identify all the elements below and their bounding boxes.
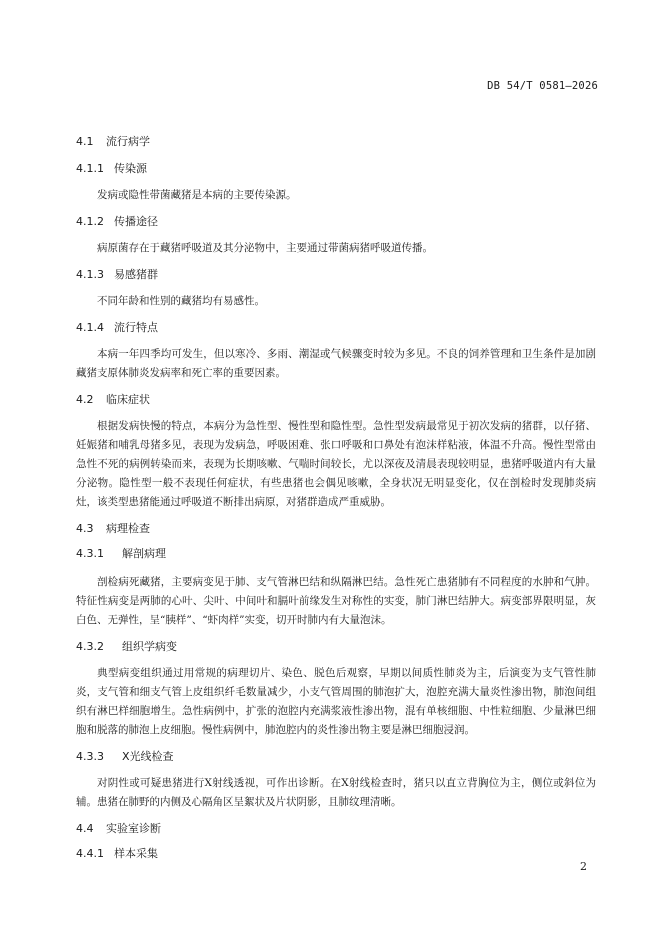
- paragraph-transmission: 病原菌存在于藏猪呼吸道及其分泌物中，主要通过带菌病猪呼吸道传播。: [97, 242, 433, 254]
- section-number: 4.3: [76, 522, 94, 535]
- paragraph-epidemic-features: 本病一年四季均可发生，但以寒冷、多雨、潮湿或气候骤变时较为多见。不良的饲养管理和卫生条件是加剧藏猪支原体肺炎发病率和死亡率的重要因素。: [76, 348, 596, 379]
- section-heading-4-4-1: [76, 846, 596, 862]
- section-number: 4.2: [76, 393, 94, 406]
- section-number: 4.4.1: [76, 847, 104, 860]
- paragraph-histological-lesions: 典型病变组织通过用常规的病理切片、染色、脱色后观察，早期以间质性肺炎为主，后演变为支气管性肺炎，支气管和细支气管上皮组织纤毛数量减少，小支气管周围的肺泡扩大，泡腔充满大量炎性渗出物，肺泡间组织有淋巴样细胞增生。急性病例中，扩张的泡腔内充满浆液性渗出物，混有单核细胞、中性粒细胞、少量淋巴细胞和脱落的肺泡上皮细胞。慢性病例中，肺泡腔内的炎性渗出物主要是淋巴细胞浸润。: [76, 667, 596, 736]
- section-number: 4.1.2: [76, 215, 104, 228]
- section-heading-4-1-3: [76, 267, 596, 283]
- section-title: 病理检查: [106, 522, 150, 535]
- section-title: 样本采集: [114, 847, 158, 860]
- paragraph-susceptible-pigs: 不同年龄和性别的藏猪均有易感性。: [97, 295, 265, 307]
- section-heading-4-2: [76, 392, 596, 408]
- section-title: 组织学病变: [122, 640, 177, 653]
- section-title: 传染源: [114, 162, 147, 175]
- section-number: 4.1.1: [76, 162, 104, 175]
- paragraph-anatomical-pathology: 剖检病死藏猪，主要病变见于肺、支气管淋巴结和纵隔淋巴结。急性死亡患猪肺有不同程度的水肿和气肿。特征性病变是两肺的心叶、尖叶、中间叶和膈叶前缘发生对称性的实变，肺门淋巴结肿大。病变部界限明显，灰白色、无弹性，呈“胰样”、“虾肉样”实变，切开时肺内有大量泡沫。: [76, 576, 596, 626]
- section-heading-4-1-1: [76, 161, 596, 177]
- section-heading-4-1-4: [76, 320, 596, 336]
- section-title: 流行特点: [114, 321, 158, 334]
- section-title: X光线检查: [122, 750, 174, 763]
- page-number: 2: [580, 860, 587, 873]
- section-title: 流行病学: [106, 135, 150, 148]
- section-heading-4-3: [76, 521, 596, 537]
- paragraph-clinical-symptoms: 根据发病快慢的特点，本病分为急性型、慢性型和隐性型。急性型发病最常见于初次发病的猪群，以仔猪、妊娠猪和哺乳母猪多见，表现为发病急，呼吸困难、张口呼吸和口鼻处有泡沫样粘液，体温不升高。慢性型常由急性不死的病例转染而来，表现为长期咳嗽、气喘时间较长，尤以深夜及清晨表现较明显，患猪呼吸道内有大量分泌物。隐性型一般不表现任何症状，有些患猪也会偶见咳嗽，全身状况无明显变化，仅在剖检时发现肺炎病灶，该类型患猪能通过呼吸道不断排出病原，对猪群造成严重威胁。: [76, 420, 596, 508]
- section-heading-4-3-1: [76, 546, 596, 562]
- section-number: 4.3.3: [76, 750, 104, 763]
- section-number: 4.1.3: [76, 268, 104, 281]
- section-title: 实验室诊断: [106, 822, 161, 835]
- section-heading-4-4: [76, 821, 596, 837]
- section-title: 临床症状: [106, 393, 150, 406]
- section-title: 易感猪群: [114, 268, 158, 281]
- section-number: 4.3.2: [76, 640, 104, 653]
- section-heading-4-1: [76, 134, 596, 150]
- section-number: 4.3.1: [76, 547, 104, 560]
- section-heading-4-3-2: [76, 639, 596, 655]
- paragraph-xray-examination: 对阴性或可疑患猪进行X射线透视，可作出诊断。在X射线检查时，猪只以直立背胸位为主，侧位或斜位为辅。患猪在肺野的内侧及心隔角区呈絮状及片状阴影，且肺纹理清晰。: [76, 777, 596, 808]
- section-number: 4.4: [76, 822, 94, 835]
- document-body: [76, 134, 596, 862]
- section-number: 4.1: [76, 135, 94, 148]
- section-heading-4-1-2: [76, 214, 596, 230]
- section-heading-4-3-3: [76, 749, 596, 765]
- section-title: 解剖病理: [122, 547, 166, 560]
- document-code: DB 54/T 0581—2026: [487, 80, 598, 92]
- section-title: 传播途径: [114, 215, 158, 228]
- section-number: 4.1.4: [76, 321, 104, 334]
- paragraph-infection-source: 发病或隐性带菌藏猪是本病的主要传染源。: [97, 189, 297, 201]
